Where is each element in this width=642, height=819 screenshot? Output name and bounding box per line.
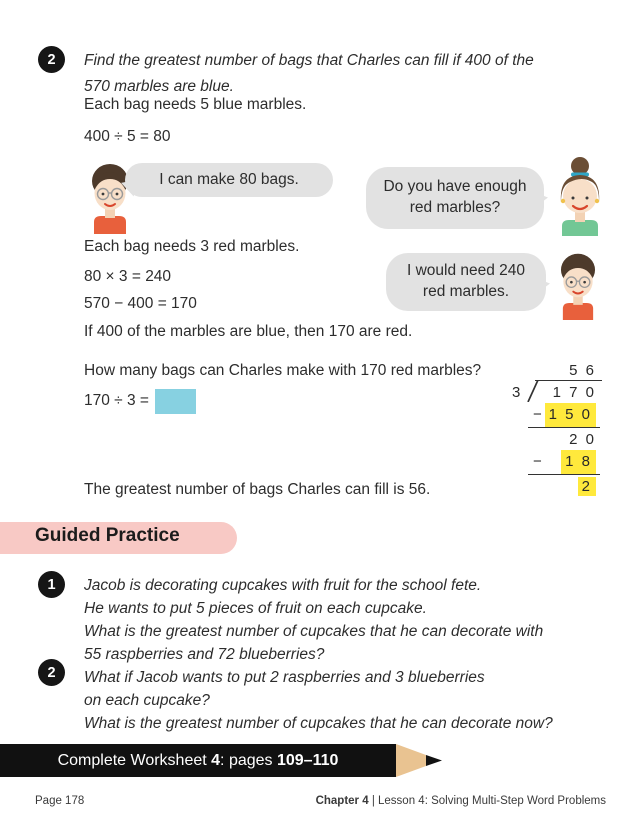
banner-text: Complete Worksheet [57, 751, 212, 769]
solution-text-how-many: How many bags can Charles make with 170 red marbles? [84, 362, 482, 379]
speech-bubble-girl [366, 167, 544, 229]
guided-practice-title: Guided Practice [35, 525, 180, 546]
gp-item-line: What is the greatest number of cupcakes that he can decorate with [84, 623, 544, 640]
banner-text: : pages [220, 751, 277, 769]
gp-item-2-text [84, 666, 553, 735]
chapter-lesson-label [316, 795, 606, 807]
equation-division-red: 170 ÷ 3 = [84, 392, 149, 409]
gp-item-line: He wants to put 5 pieces of fruit on each cupcake. [84, 600, 427, 617]
gp-item-1-text [84, 574, 543, 666]
equation-division-blue: 400 ÷ 5 = 80 [84, 128, 171, 145]
speech-text: I would need 240 red marbles. [406, 262, 526, 300]
speech-text: I can make 80 bags. [159, 170, 299, 188]
division-bracket [535, 380, 602, 381]
boy-avatar [552, 250, 604, 325]
division-subtrahend-1: 1 5 0 [545, 403, 596, 427]
gp-item-line: 55 raspberries and 72 blueberries? [84, 646, 325, 663]
answer-box[interactable] [155, 389, 196, 414]
long-division-work [512, 360, 600, 498]
page-number: Page 178 [35, 795, 85, 807]
chapter-label: Chapter 4 [315, 795, 369, 807]
footer-separator: | [371, 795, 375, 807]
speech-bubble-boy-1 [125, 163, 333, 197]
division-subtract-row [528, 404, 600, 426]
solution-text-blue-bags: Each bag needs 5 blue marbles. [84, 96, 307, 113]
conclusion-text: The greatest number of bags Charles can fill is 56. [84, 481, 431, 498]
division-bracket-slash [526, 380, 540, 402]
problem-statement-line: 570 marbles are blue. [84, 78, 234, 95]
lesson-label: Lesson 4: Solving Multi-Step Word Problems [378, 795, 606, 807]
gp-item-line: What is the greatest number of cupcakes that he can decorate now? [84, 715, 553, 732]
division-remainder-2: 2 [578, 477, 596, 496]
division-remainder-1: 2 0 [569, 431, 596, 448]
gp-item-line: What if Jacob wants to put 2 raspberries and 3 blueberries [84, 669, 485, 686]
division-rule [528, 474, 600, 475]
pencil-tip-icon [396, 744, 446, 782]
solution-text-if: If 400 of the marbles are blue, then 170 are red. [84, 323, 413, 340]
solution-text-red-bags: Each bag needs 3 red marbles. [84, 238, 300, 255]
minus-sign: − [533, 453, 542, 470]
division-rule [528, 427, 600, 428]
division-quotient: 5 6 [569, 362, 596, 379]
girl-face-icon [548, 156, 612, 236]
gp-item-number: 2 [47, 664, 56, 681]
girl-avatar [548, 156, 612, 241]
minus-sign: − [533, 406, 542, 423]
equation-multiplication: 80 × 3 = 240 [84, 268, 172, 285]
equation-subtraction: 570 − 400 = 170 [84, 295, 197, 312]
problem-number-badge [38, 46, 65, 73]
division-dividend-row [512, 382, 600, 404]
speech-bubble-boy-2 [386, 253, 546, 311]
gp-item-1-badge [38, 571, 65, 598]
gp-item-line: Jacob is decorating cupcakes with fruit for the school fete. [84, 577, 482, 594]
division-dividend: 1 7 0 [552, 384, 596, 401]
boy-face-icon [552, 250, 604, 320]
gp-item-line: on each cupcake? [84, 692, 210, 709]
gp-item-number: 1 [47, 576, 56, 593]
division-subtract-row [528, 451, 600, 473]
gp-item-2-badge [38, 659, 65, 686]
banner-worksheet-number: 4 [211, 751, 221, 769]
problem-statement [84, 48, 534, 100]
division-subtrahend-2: 1 8 [561, 450, 596, 474]
division-remainder-2-row [528, 476, 600, 498]
worksheet-banner [0, 744, 396, 777]
problem-statement-line: Find the greatest number of bags that Charles can fill if 400 of the [84, 52, 534, 69]
speech-text: Do you have enough red marbles? [383, 178, 527, 216]
banner-pages: 109–110 [276, 751, 339, 769]
division-divisor: 3 [512, 384, 521, 401]
problem-number: 2 [47, 51, 56, 68]
